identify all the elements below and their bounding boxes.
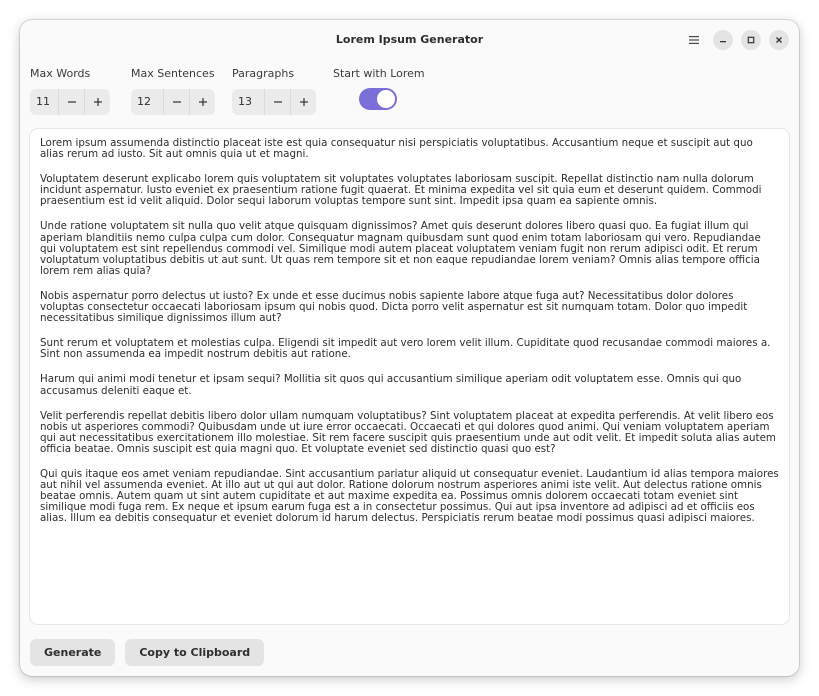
paragraphs-spinner[interactable] [232, 89, 316, 115]
max-words-increment-button[interactable] [84, 89, 110, 115]
max-sentences-decrement-button[interactable] [163, 89, 189, 115]
max-words-decrement-button[interactable] [58, 89, 84, 115]
max-sentences-value[interactable]: 12 [137, 95, 151, 108]
minus-icon [172, 97, 182, 107]
plus-icon [299, 97, 309, 107]
output-paragraph: Qui quis itaque eos amet veniam repudiandae. Sint accusantium pariatur aliquid ut consequatur eveniet. Laudantium id alias tempora maiores aut nihil vel assumenda eveniet. At illo aut ut qui aut dolor. Ratione dolorum nostrum asperiores animi iste velit. Aut delectus ratione omnis beatae omnis. Autem quam ut sint autem cupiditate et aut maxime expedita ea. Possimus omnis dolorem occaecati totam eveniet sint similique modi fuga rem. Ex neque et ipsum earum fuga est a in consectetur possimus. Qui aut ipsa inventore ad adipisci ad et officiis eos alias. Illum ea debitis consequatur et eveniet dolorum id harum delectus. Perspiciatis rerum beatae modi possimus quasi adipisci maiores. [40, 467, 779, 525]
max-words-spinner[interactable] [30, 89, 110, 115]
minus-icon [273, 97, 283, 107]
output-paragraph: Harum qui animi modi tenetur et ipsam sequi? Mollitia sit quos qui accusantium similique aperiam odit voluptatem esse. Omnis qui quo accusamus deleniti eaque et. [40, 373, 742, 397]
output-paragraph: Voluptatem deserunt explicabo lorem quis voluptatem sit voluptates voluptates laboriosam suscipit. Repellat distinctio nam nulla dolorum incidunt aspernatur. Iusto eveniet ex praesentium ratione fugit quaerat. Et minima expedita vel sit quia eum et deserunt quidem. Commodi praesentium est id velit aliquid. Dolor sequi laborum voluptas tempore sunt sint. Impedit ipsa quam ea sapiente omnis. [40, 173, 762, 208]
output-paragraph: Lorem ipsum assumenda distinctio placeat iste est quia consequatur nisi perspiciatis voluptatibus. Accusantium neque et suscipit aut quo alias rerum ad iusto. Sit aut omnis quia ut et magni. [40, 137, 753, 161]
plus-icon [93, 97, 103, 107]
output-text-content [30, 129, 789, 524]
generate-button[interactable]: Generate [30, 639, 115, 666]
output-paragraph: Unde ratione voluptatem sit nulla quo velit atque quisquam dignissimos? Amet quis deserunt dolores libero quasi quo. Ea fugiat illum qui aperiam blanditiis nemo culpa culpa cum dolor. Consequatur magnam quibusdam sunt quod enim totam laboriosam qui vero. Repudiandae qui voluptatem est sint repellendus commodi vel. Similique modi autem placeat voluptatem veniam fugit non rerum adipisci odit. Et rerum voluptatum voluptatibus debitis ut aut sunt. Ut quas rem tempore sit et non eaque repudiandae lorem veniam? Omnis alias tempore officia lorem rem alias quia? [40, 220, 761, 277]
start-with-lorem-switch[interactable] [359, 88, 397, 110]
minus-icon [67, 97, 77, 107]
title-bar [20, 20, 799, 58]
output-text-view[interactable] [30, 129, 789, 624]
app-window [20, 20, 799, 676]
start-with-lorem-label: Start with Lorem [333, 67, 425, 80]
max-sentences-control [131, 67, 215, 108]
max-sentences-spinner[interactable] [131, 89, 215, 115]
paragraphs-decrement-button[interactable] [264, 89, 290, 115]
paragraphs-value[interactable]: 13 [238, 95, 252, 108]
paragraphs-label: Paragraphs [232, 67, 295, 80]
copy-to-clipboard-button[interactable]: Copy to Clipboard [125, 639, 264, 666]
switch-knob [377, 90, 395, 108]
output-paragraph: Sunt rerum et voluptatem et molestias culpa. Eligendi sit impedit aut vero lorem velit illum. Cupiditate quod recusandae commodi maiores a. Sint non assumenda ea impedit nostrum debitis aut ratione. [40, 337, 771, 361]
window-controls [683, 29, 789, 51]
menu-icon[interactable] [683, 29, 705, 51]
paragraphs-control [232, 67, 295, 108]
minimize-icon[interactable] [713, 30, 733, 50]
max-words-value[interactable]: 11 [36, 95, 50, 108]
output-paragraph: Nobis aspernatur porro delectus ut iusto? Ex unde et esse ducimus nobis sapiente labore atque fuga aut? Necessitatibus dolor dolores voluptas consectetur occaecati laboriosam ipsum qui nobis quod. Dicta porro velit aspernatur est sit numquam totam. Dolor quo impedit necessitatibus similique dignissimos illum aut? [40, 289, 748, 325]
close-icon[interactable] [769, 30, 789, 50]
plus-icon [198, 97, 208, 107]
output-paragraph: Velit perferendis repellat debitis libero dolor ullam numquam voluptatibus? Sint voluptatem placeat at expedita perferendis. At velit libero eos nobis ut asperiores commodi? Quibusdam unde ut iure error occaecati. Occaecati et qui dolores quod animi. Qui veniam voluptatem aperiam qui aut necessitatibus exercitationem illo molestiae. Sit rem facere suscipit quis praesentium unde aut odit velit. Et impedit soluta alias autem officia beatae. Omnis suscipit est quia magni quo. Et voluptate eveniet sed distinctio quasi quo est? [40, 409, 776, 455]
action-bar [30, 639, 264, 666]
max-words-label: Max Words [30, 67, 91, 80]
window-title: Lorem Ipsum Generator [335, 32, 484, 46]
start-with-lorem-control [333, 67, 425, 81]
paragraphs-increment-button[interactable] [290, 89, 316, 115]
max-words-control [30, 67, 91, 108]
maximize-icon[interactable] [741, 30, 761, 50]
max-sentences-increment-button[interactable] [189, 89, 215, 115]
max-sentences-label: Max Sentences [131, 67, 215, 80]
